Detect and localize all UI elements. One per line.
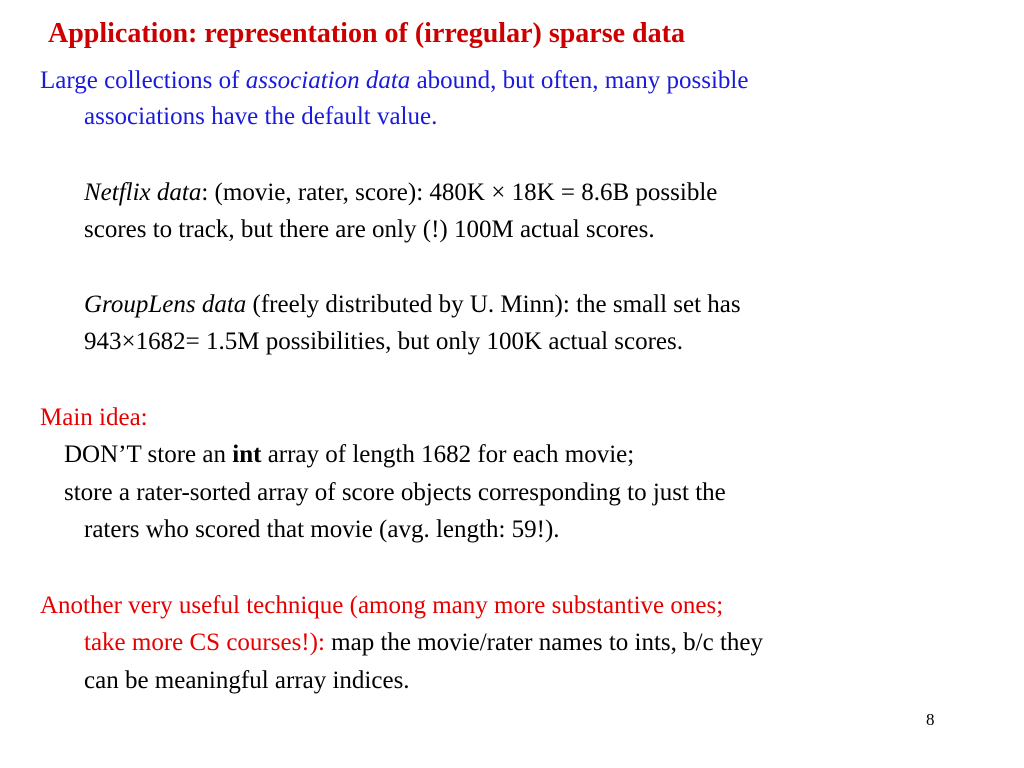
int-keyword: int [232, 441, 262, 468]
main-idea-text: array of length 1682 for each movie; [261, 441, 635, 468]
netflix-text: : (movie, rater, score): 480K [201, 179, 492, 206]
technique-red-text: take more CS courses!): [84, 629, 325, 656]
main-idea-line-1 [64, 440, 634, 470]
netflix-data-label: Netflix data [84, 179, 202, 206]
netflix-text: 18K = 8.6B possible [505, 179, 718, 206]
main-idea-heading: Main idea: [40, 404, 148, 431]
grouplens-text: 943 [84, 328, 122, 355]
grouplens-text: (freely distributed by U. Minn): the small set has [246, 291, 741, 318]
technique-line-3: can be meaningful array indices. [84, 667, 410, 694]
slide-title: Application: representation of (irregular) sparse data [48, 18, 685, 49]
times-symbol: × [491, 179, 506, 206]
technique-line-2 [84, 628, 763, 658]
netflix-line-1 [84, 178, 717, 208]
intro-emphasis: association data [245, 67, 411, 94]
grouplens-line-1 [84, 290, 741, 320]
intro-text: Large collections of [40, 67, 246, 94]
main-idea-text: DON’T store an [64, 441, 233, 468]
grouplens-data-label: GroupLens data [84, 291, 247, 318]
technique-text: map the movie/rater names to ints, b/c they [324, 629, 763, 656]
intro-line-1 [40, 66, 748, 96]
main-idea-line-2: store a rater-sorted array of score objects corresponding to just the [64, 479, 726, 506]
grouplens-line-2 [84, 327, 683, 357]
intro-text: abound, but often, many possible [410, 67, 749, 94]
page-number: 8 [926, 710, 935, 729]
technique-line-1: Another very useful technique (among many more substantive ones; [40, 592, 724, 619]
grouplens-text: 1682= 1.5M possibilities, but only 100K actual scores. [135, 328, 683, 355]
intro-line-2: associations have the default value. [84, 103, 438, 130]
main-idea-line-3: raters who scored that movie (avg. length: 59!). [84, 516, 560, 543]
netflix-line-2: scores to track, but there are only (!) 100M actual scores. [84, 216, 655, 243]
times-symbol: × [121, 328, 136, 355]
